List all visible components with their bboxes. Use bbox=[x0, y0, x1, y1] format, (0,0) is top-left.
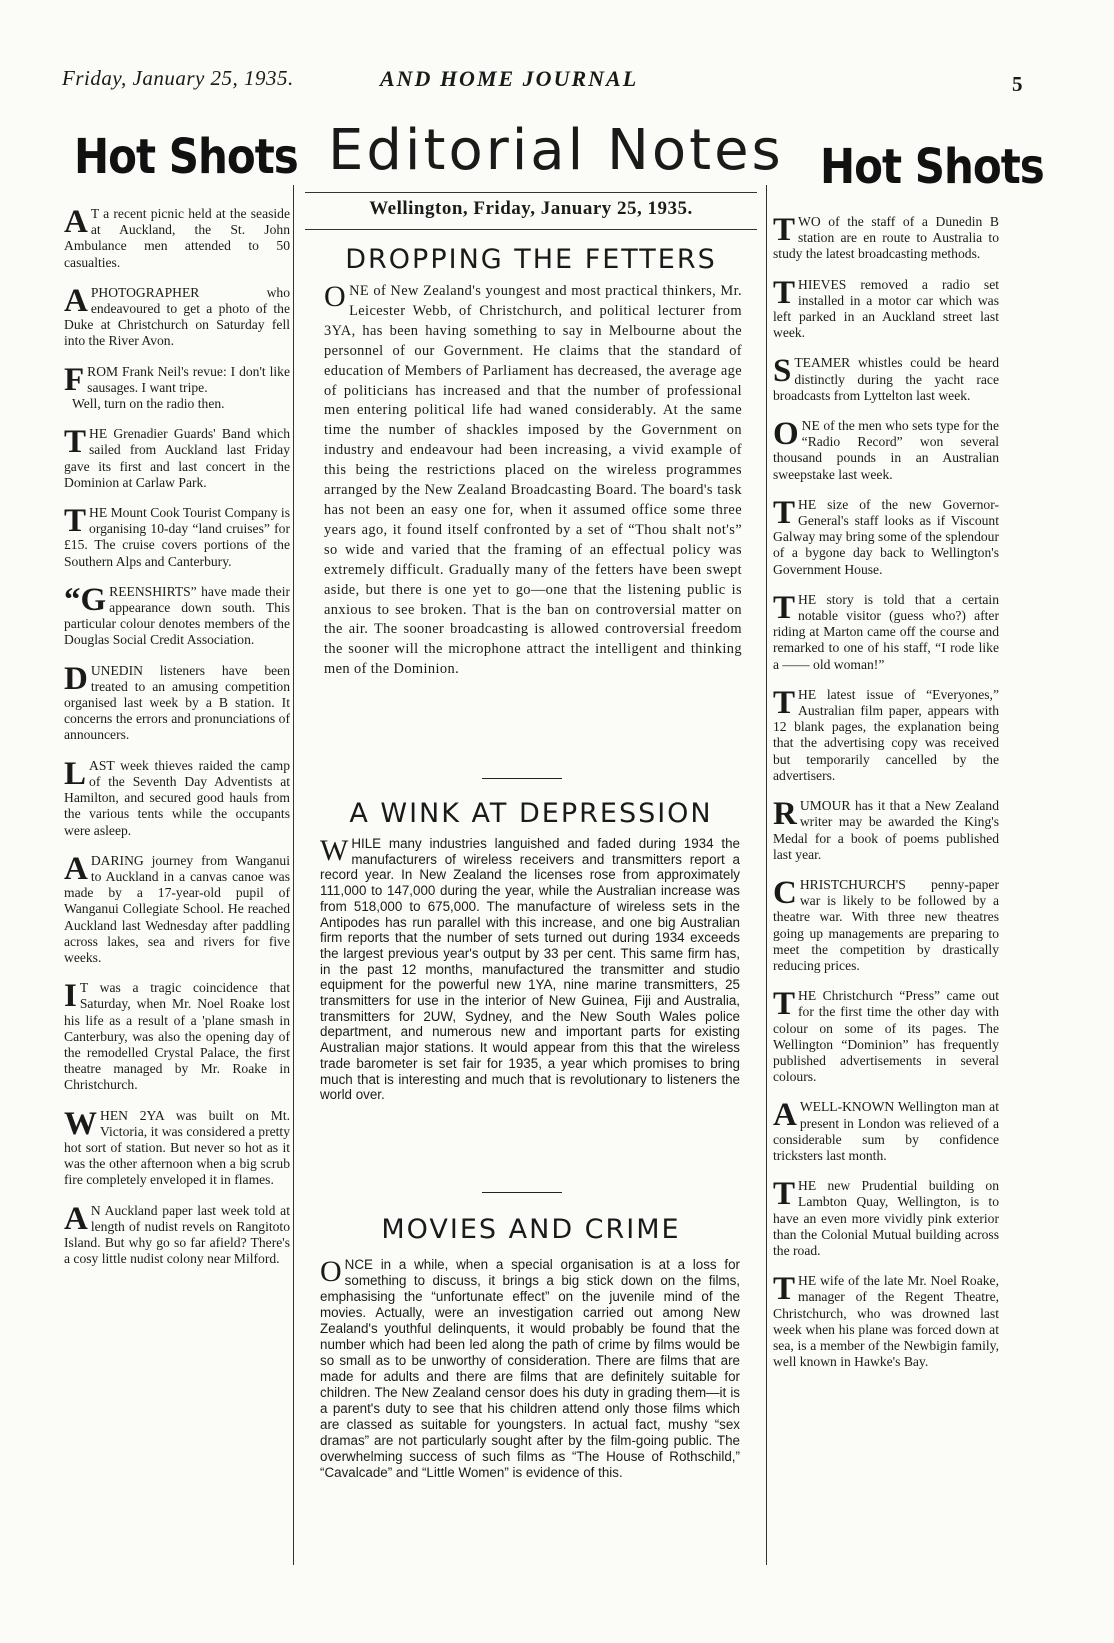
news-item bbox=[773, 1099, 999, 1164]
news-item bbox=[64, 206, 290, 271]
news-item-text: WHEN 2YA was built on Mt. Victoria, it was considered a pretty hot sort of station. But never so hot as it was the other afternoon when a big scrub fire completely enveloped it in flames. bbox=[64, 1105, 290, 1188]
news-item-text: THE Christchurch “Press” came out for the first time the other day with colour on some of its pages. The Wellington “Dominion” has frequently published advertisements in several colours. bbox=[773, 986, 999, 1085]
news-item bbox=[773, 355, 999, 404]
article-divider bbox=[482, 1192, 562, 1193]
news-item bbox=[773, 274, 999, 342]
title-rule bbox=[305, 192, 757, 193]
article-body: ONE of New Zealand's youngest and most practical thinkers, Mr. Leicester Webb, of Christchurch, and political lecturer from 3YA, has been having something to say in Melbourne about the personnel of our Government. He claims that the standard of education of Members of Parliament has decreased, the average age of politicians has increased and that the number of professional men entering political life had waned considerably. At the same time the number of shackles imposed by the Government on industry and endeavour had been increasing, a vivid example of this being the restrictions placed on the wireless programmes arranged by the New Zealand Broadcasting Board. The board's task has not been an easy one for, when it assumed office some three years ago, it found itself confronted by a set of “Thou shalt not's” so wide and varied that the framing of an effectual policy was extremely difficult. Gradually many of the fetters have been swept aside, but there is one yet to go—one that the listening public is anxious to see broken. That is the ban on controversial matter on the air. The sooner broadcasting is allowed controversial freedom the sooner will the microphone attract the intelligent and thinking men of the Dominion. bbox=[324, 280, 742, 678]
news-item-text: TWO of the staff of a Dunedin B station are en route to Australia to study the latest broadcasting methods. bbox=[773, 212, 999, 262]
news-item-text: APHOTOGRAPHER who endeavoured to get a photo of the Duke at Christchurch on Saturday fell into the River Avon. bbox=[64, 282, 290, 349]
news-item-continuation: Well, turn on the radio then. bbox=[72, 396, 225, 412]
news-item-text: “GREENSHIRTS” have made their appearance down south. This particular colour denotes members of the Douglas Social Credit Association. bbox=[64, 581, 290, 648]
news-item bbox=[64, 755, 290, 839]
article-dropping-the-fetters bbox=[324, 282, 742, 680]
article-wink-at-depression bbox=[320, 836, 740, 1103]
news-item-text: ADARING journey from Wanganui to Auckland in a canvas canoe was made by a 17-year-old pupil of Wanganui Collegiate School. He reached Auckland last Wednesday after paddling across lakes, sea and rivers for five weeks. bbox=[64, 850, 290, 965]
news-item-text: CHRISTCHURCH'S penny-paper war is likely to be followed by a theatre war. With three new theatres going up managements are preparing to meet the competition by drastically reducing prices. bbox=[773, 874, 999, 973]
news-item bbox=[773, 874, 999, 974]
news-item-text: THIEVES removed a radio set installed in a motor car which was left parked in an Auckland street last week. bbox=[773, 274, 999, 341]
news-item bbox=[773, 494, 999, 578]
dateline-rule bbox=[305, 229, 757, 230]
news-item bbox=[64, 282, 290, 350]
news-item-text: AT a recent picnic held at the seaside at Auckland, the St. John Ambulance men attended to 50 casualties. bbox=[64, 204, 290, 270]
news-item bbox=[773, 214, 999, 263]
news-item-text: THE wife of the late Mr. Noel Roake, manager of the Regent Theatre, Christchurch, who was drowned last week when his plane was forced down at sea, is a member of the Newbigin family, well known in Hawke's Bay. bbox=[773, 1271, 999, 1370]
news-item bbox=[773, 684, 999, 784]
news-item-text: ONE of the men who sets type for the “Radio Record” won several thousand pounds in an Australian sweepstake last week. bbox=[773, 416, 999, 482]
journal-name: AND HOME JOURNAL bbox=[380, 66, 639, 91]
right-column-title: Hot Shots bbox=[820, 138, 1044, 195]
news-item-text: THE new Prudential building on Lambton Quay, Wellington, is to have an even more vividly pink exterior than the Colonial Mutual building across the road. bbox=[773, 1176, 999, 1258]
news-item bbox=[64, 426, 290, 491]
news-item-text: STEAMER whistles could be heard distinctly during the yacht race broadcasts from Lyttelton last week. bbox=[773, 353, 999, 403]
headline-dropping-the-fetters: DROPPING THE FETTERS bbox=[345, 244, 717, 275]
article-body: ONCE in a while, when a special organisation is at a loss for something to discuss, it brings a big stick down on the films, emphasising the “unfortunate effect” on the juvenile mind of the movies. Actually, were an investigation carried out among New Zealand's youthful delinquents, it would probably be found that the number which had been led along the path of crime by films would be so small as to be unworthy of consideration. There are films that are made for adults and there are films that are definitely suitable for children. The New Zealand censor does his duty in grading them—it is a parent's duty to see that his children attend only those films which are classed as suitable for youngsters. In actual fact, mushy “sex dramas” are not particularly sought after by the film-going public. The overwhelming success of such films as “The House of Rothschild,” “Cavalcade” and “Little Women” is evidence of this. bbox=[320, 1255, 740, 1480]
article-movies-and-crime bbox=[320, 1257, 740, 1481]
issue-date: Friday, January 25, 1935. bbox=[62, 66, 294, 90]
news-item bbox=[64, 1200, 290, 1268]
article-divider bbox=[482, 778, 562, 779]
news-item-text: THE Grenadier Guards' Band which sailed from Auckland last Friday gave its first and last concert in the Dominion at Carlaw Park. bbox=[64, 424, 290, 490]
news-item bbox=[773, 988, 999, 1085]
news-item-text: FROM Frank Neil's revue: I don't like sausages. I want tripe. bbox=[64, 361, 290, 398]
news-item bbox=[773, 589, 999, 673]
column-rule-right bbox=[766, 185, 767, 1565]
news-item-text: LAST week thieves raided the camp of the Seventh Day Adventists at Hamilton, and secured good hauls from the various tents while the occupants were asleep. bbox=[64, 755, 290, 838]
news-item bbox=[64, 850, 290, 966]
news-item-text: AWELL-KNOWN Wellington man at present in London was relieved of a considerable sum by confidence tricksters last month. bbox=[773, 1097, 999, 1163]
news-item bbox=[64, 581, 290, 649]
news-item bbox=[64, 505, 290, 570]
news-item bbox=[773, 418, 999, 483]
news-item bbox=[64, 361, 290, 413]
headline-movies-and-crime: MOVIES AND CRIME bbox=[381, 1214, 681, 1245]
news-item bbox=[773, 798, 999, 863]
news-item bbox=[64, 1105, 290, 1189]
column-rule-left bbox=[293, 185, 294, 1565]
editorial-title: Editorial Notes bbox=[328, 118, 784, 183]
news-item-text: THE story is told that a certain notable visitor (guess who?) after riding at Marton came off the course and remarked to one of his staff, “I rode like a —— old woman!” bbox=[773, 589, 999, 672]
page-number: 5 bbox=[1012, 72, 1023, 96]
left-column-title: Hot Shots bbox=[74, 128, 298, 185]
left-column-items bbox=[64, 206, 290, 1281]
news-item-text: THE size of the new Governor-General's staff looks as if Viscount Galway may bring some of the splendour of a bygone day back to Wellington's Government House. bbox=[773, 494, 999, 577]
dateline: Wellington, Friday, January 25, 1935. bbox=[369, 198, 693, 219]
right-column-items bbox=[773, 214, 999, 1384]
article-body: WHILE many industries languished and faded during 1934 the manufacturers of wireless receivers and transmitters report a record year. In New Zealand the licenses rose from approximately 111,000 to 147,000 during the year, while the Australian increase was from 518,000 to 675,000. The manufacture of wireless sets in the Antipodes has run parallel with this increase, and one big Australian firm reports that the number of sets turned out during 1934 exceeds the largest previous year's output by 33 per cent. This same firm has, in the past 12 months, manufactured the transmitter and studio equipment for the powerful new 1YA, nine marine transmitters, 25 transmitters for use in the interior of New Guinea, Fiji and Australia, transmitters for 2UW, Sydney, and the New South Wales police department, and numerous new and important parts for existing Australian major stations. It would appear from this that the wireless trade barometer is set fair for 1935, a year which promises to bring much that is interesting and much that is revolutionary to listeners the world over. bbox=[320, 834, 740, 1103]
news-item bbox=[773, 1178, 999, 1259]
headline-wink-at-depression: A WINK AT DEPRESSION bbox=[349, 798, 713, 829]
news-item bbox=[64, 980, 290, 1093]
news-item-text: RUMOUR has it that a New Zealand writer may be awarded the King's Medal for a book of poems published last year. bbox=[773, 796, 999, 862]
news-item-text: DUNEDIN listeners have been treated to an amusing competition organised last week by a B station. It concerns the errors and pronunciations of announcers. bbox=[64, 660, 290, 743]
news-item-text: THE Mount Cook Tourist Company is organising 10-day “land cruises” for £15. The cruise covers portions of the Southern Alps and Canterbury. bbox=[64, 503, 290, 569]
news-item bbox=[64, 660, 290, 744]
news-item-text: AN Auckland paper last week told at length of nudist revels on Rangitoto Island. But why go so far afield? There's a cosy little nudist colony near Milford. bbox=[64, 1200, 290, 1267]
news-item-text: IT was a tragic coincidence that Saturday, when Mr. Noel Roake lost his life as a result of a 'plane smash in Canterbury, was also the opening day of the remodelled Crystal Palace, the first theatre managed by Mr. Roake in Christchurch. bbox=[64, 978, 290, 1093]
news-item-text: THE latest issue of “Everyones,” Australian film paper, appears with 12 blank pages, the explanation being that the advertising copy was received but temporarily cancelled by the advertisers. bbox=[773, 684, 999, 783]
news-item bbox=[773, 1273, 999, 1370]
